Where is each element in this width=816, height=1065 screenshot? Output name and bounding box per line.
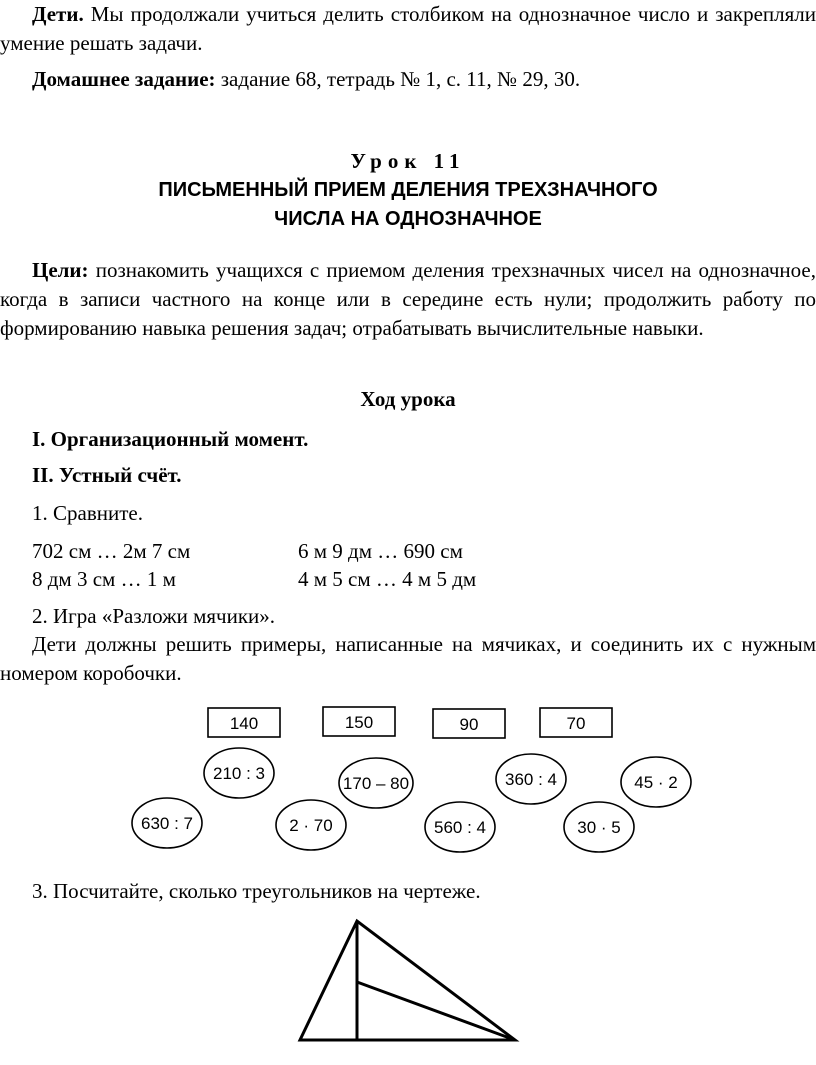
deti-label: Дети.: [32, 2, 84, 26]
ball-630-7: [132, 798, 202, 848]
homework-label: Домашнее задание:: [32, 67, 216, 91]
box-150: [323, 707, 395, 736]
ball-45-2: [621, 757, 691, 807]
goals-label: Цели:: [32, 258, 89, 282]
ball-360-4: [496, 754, 566, 804]
compare-1-left: 702 см … 2м 7 см: [32, 539, 191, 563]
deti-text: Мы продолжали учиться делить столбиком на однозначное число и закрепляли умение решать задачи.: [0, 2, 816, 55]
compare-1-right: 6 м 9 дм … 690 см: [298, 539, 463, 563]
goals-text: познакомить учащихся с приемом деления трехзначных чисел на однозначное, когда в записи частного на конце или в середине есть нули; продолжить работу по формированию навыка решения задач; отрабатывать вычислительные навыки.: [0, 258, 816, 340]
task-3-title: 3. Посчитайте, сколько треугольников на чертеже.: [32, 879, 481, 903]
ball-label: 560 : 4: [434, 818, 486, 837]
ball-30-5: [564, 802, 634, 852]
ball-label: 45 · 2: [634, 773, 678, 792]
box-label: 70: [566, 714, 586, 733]
compare-2-right: 4 м 5 см … 4 м 5 дм: [298, 567, 477, 591]
task-1-title: 1. Сравните.: [32, 501, 143, 525]
box-label: 90: [459, 715, 479, 734]
box-label: 150: [344, 713, 374, 732]
box-label: 140: [229, 714, 259, 733]
ball-170-80: [339, 758, 413, 808]
ball-2-70: [276, 800, 346, 850]
lesson-number: Урок 11: [350, 149, 466, 173]
ball-210-3: [204, 748, 274, 798]
lesson-title-line2: ЧИСЛА НА ОДНОЗНАЧНОЕ: [274, 208, 542, 230]
ball-560-4: [425, 802, 495, 852]
ball-label: 2 · 70: [289, 816, 333, 835]
box-140: [208, 708, 280, 737]
homework-text: задание 68, тетрадь № 1, с. 11, № 29, 30.: [215, 67, 581, 91]
ball-label: 210 : 3: [213, 764, 265, 783]
stage-2: II. Устный счёт.: [32, 463, 182, 487]
triangle-figure: [300, 921, 515, 1040]
compare-2-left: 8 дм 3 см … 1 м: [32, 567, 176, 591]
task-2-text: Дети должны решить примеры, написанные на мячиках, и соединить их с нужным номером коробочки.: [0, 632, 816, 685]
task-2-title: 2. Игра «Разложи мячики».: [32, 604, 276, 628]
box-70: [540, 708, 612, 737]
ball-label: 630 : 7: [141, 814, 193, 833]
stage-1: I. Организационный момент.: [32, 427, 309, 451]
box-90: [433, 709, 505, 738]
ball-label: 30 · 5: [577, 818, 621, 837]
ball-label: 360 : 4: [505, 770, 557, 789]
ball-label: 170 – 80: [342, 774, 410, 793]
course-heading: Ход урока: [360, 387, 456, 411]
lesson-title-line1: ПИСЬМЕННЫЙ ПРИЕМ ДЕЛЕНИЯ ТРЕХЗНАЧНОГО: [158, 179, 658, 201]
